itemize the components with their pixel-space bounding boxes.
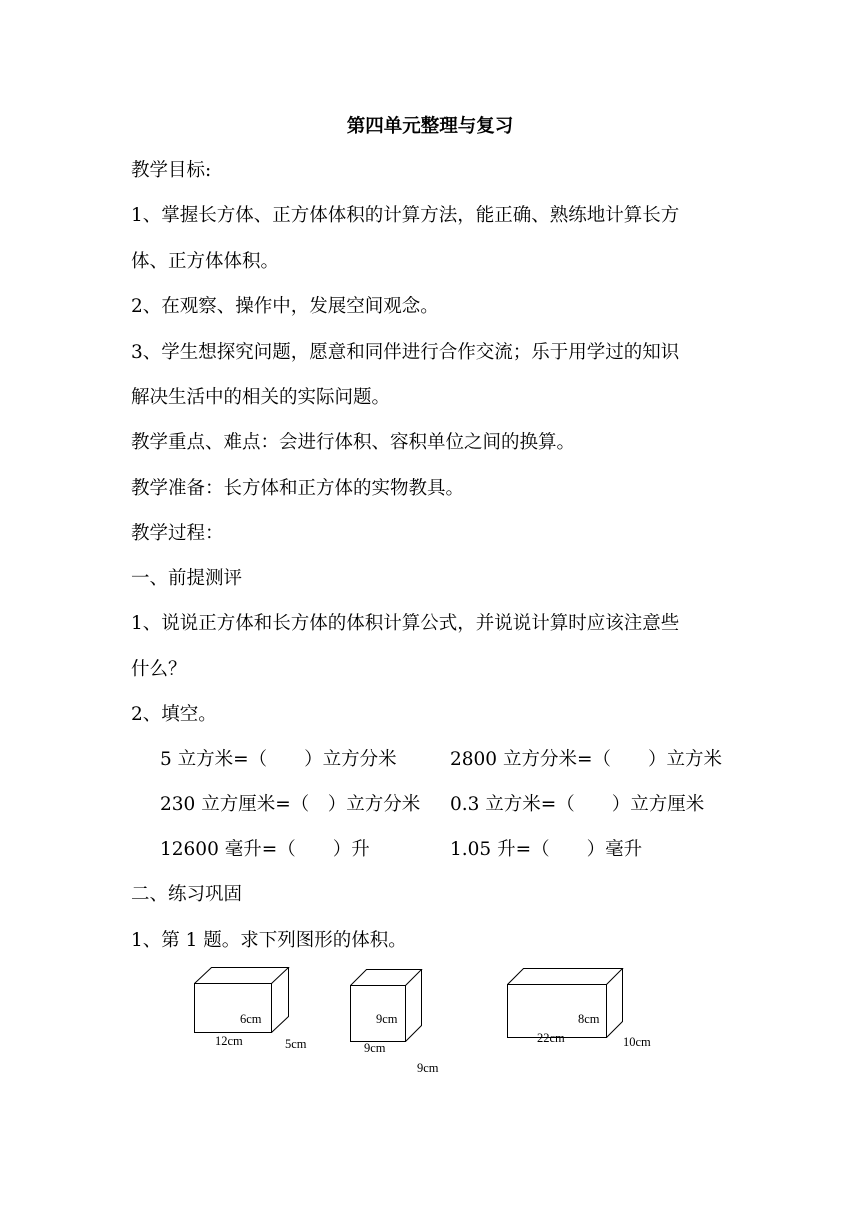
figures-diagram — [0, 960, 860, 1090]
cube-figure — [351, 970, 422, 1042]
text-line: 1、掌握长方体、正方体体积的计算方法，能正确、熟练地计算长方 — [131, 205, 680, 226]
dim-label: 9cm — [417, 1061, 439, 1075]
fill-blank-item: 230 立方厘米=（ ）立方分米 — [160, 794, 421, 815]
exercise-line: 1、第 1 题。求下列图形的体积。 — [131, 930, 407, 951]
text-line: 1、说说正方体和长方体的体积计算公式，并说说计算时应该注意些 — [131, 613, 680, 634]
text-line: 教学过程： — [131, 523, 224, 544]
text-line: 教学重点、难点：会进行体积、容积单位之间的换算。 — [131, 432, 576, 453]
text-line: 3、学生想探究问题，愿意和同伴进行合作交流；乐于用学过的知识 — [131, 342, 680, 363]
fill-blank-item: 2800 立方分米=（ ）立方米 — [450, 749, 722, 770]
text-line: 2、在观察、操作中，发展空间观念。 — [131, 296, 439, 317]
page-title: 第四单元整理与复习 — [346, 116, 514, 137]
text-line: 解决生活中的相关的实际问题。 — [131, 387, 391, 408]
dim-label: 6cm — [240, 1012, 262, 1026]
dim-label: 8cm — [578, 1012, 600, 1026]
text-line: 2、填空。 — [131, 704, 217, 725]
dim-label: 12cm — [215, 1034, 243, 1048]
fill-blank-item: 12600 毫升=（ ）升 — [160, 839, 370, 860]
fill-blank-item: 1.05 升=（ ）毫升 — [450, 839, 643, 860]
dim-label: 10cm — [623, 1035, 651, 1049]
text-line: 教学准备：长方体和正方体的实物教具。 — [131, 478, 465, 499]
text-line: 什么？ — [131, 659, 187, 680]
cuboid-figure-2 — [508, 969, 623, 1038]
dim-label: 9cm — [376, 1012, 398, 1026]
dim-label: 5cm — [285, 1037, 307, 1051]
section-heading: 二、练习巩固 — [131, 884, 243, 905]
dim-label: 9cm — [364, 1041, 386, 1055]
text-line: 一、前提测评 — [131, 568, 243, 589]
fill-blank-item: 5 立方米=（ ）立方分米 — [160, 749, 397, 770]
text-line: 体、正方体体积。 — [131, 251, 280, 272]
text-line: 教学目标: — [131, 160, 212, 181]
fill-blank-item: 0.3 立方米=（ ）立方厘米 — [450, 794, 705, 815]
dim-label: 22cm — [537, 1031, 565, 1045]
